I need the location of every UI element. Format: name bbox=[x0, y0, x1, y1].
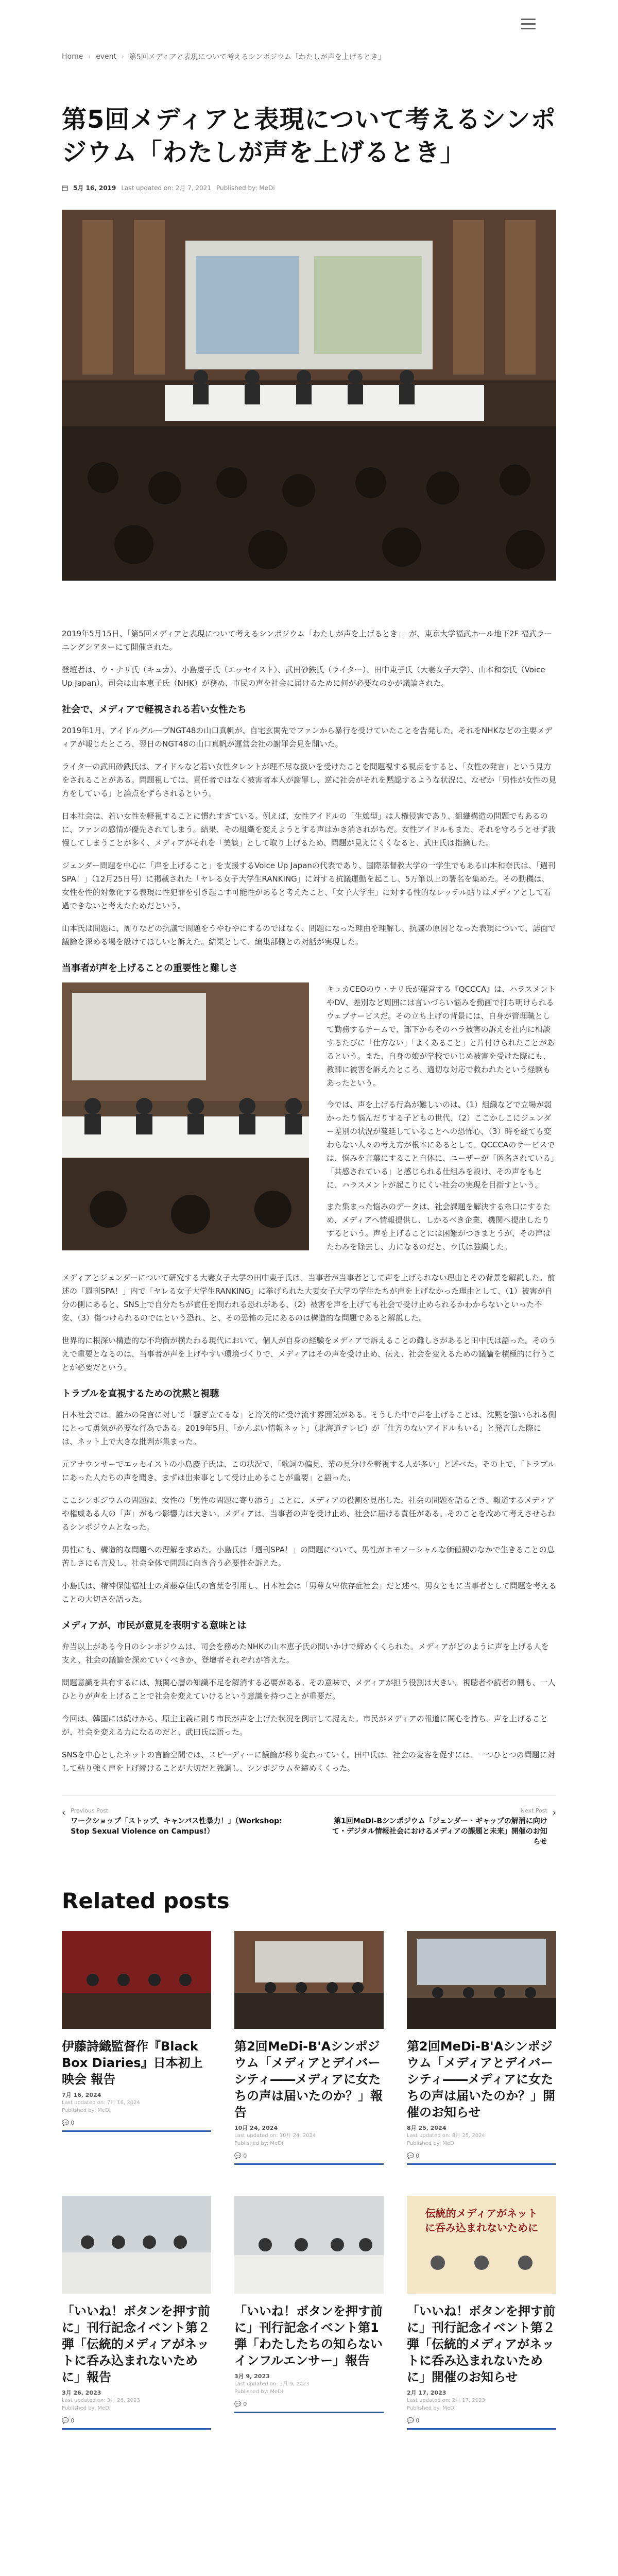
paragraph: また集まった悩みのデータは、社会課題を解決する糸口にするため、メディアへ情報提供し、しかるべき企業、機関へ提出したりするという。声を上げることには困難がつきまとうが、その声はたわみを除去し、力になるのだと、ウ氏は強調した。 bbox=[327, 1202, 551, 1251]
related-posts-grid bbox=[62, 1931, 556, 2430]
comment-icon: 💬 bbox=[407, 2153, 414, 2159]
paragraph: ここシンポジウムの問題は、女性の「男性の問題に寄り添う」ことに、メディアの役割を見出した。社会の問題を語るとき、報道するメディアや権威ある人の「声」がもつ影響力は大きい。メディアは、当事者の声を受け止め、社会に届ける責任がある。そのことを改めて考えさせられるシンポジウムとなった。 bbox=[62, 1496, 556, 1532]
paragraph: 今回は、韓国には続けから、原主主義に則り市民が声を上げた状況を例示して捉えた。市民がメディアの報道に関心を持ち、声を上げることが、社会を変える力になるのだと、武田氏は語った。 bbox=[62, 1714, 548, 1737]
paragraph: キュカCEOのウ・ナリ氏が運営する『QCCCA』は、ハラスメントやDV、差別など周囲には言いづらい悩みを動画で打ち明けられるウェブサービスだ。その立ち上げの背景には、自身が管理職として勤務するチームで、部下からそのハラ被害の訴えを社内に相談するたびに「仕方ない」「よくあること」と片付けられたことがあるという。また、自身の娘が学校でいじめ被害を受けた際にも、教師に被害を訴えたところ、適切な対応で救われたという経験もあったという。 bbox=[327, 985, 556, 1088]
page-title: 第5回メディアと表現について考えるシンポジウム「わたしが声を上げるとき」 bbox=[62, 105, 556, 167]
section-heading: 社会で、メディアで軽視される若い女性たち bbox=[62, 704, 247, 715]
accent-bar bbox=[234, 2163, 384, 2165]
related-post-title[interactable]: 第2回MeDi-B'Aシンポジウム「メディアとデイバーシティ――メディアに女たちの声は届いたのか？」報告 bbox=[234, 2039, 383, 2120]
related-post-author: Published by: MeDi bbox=[407, 2141, 456, 2146]
comment-count bbox=[234, 2153, 384, 2159]
related-post-updated: Last updated on: 10月 24, 2024 bbox=[234, 2133, 316, 2139]
related-post-card bbox=[234, 1931, 384, 2165]
previous-post-title: ワークショップ「ストップ、キャンパス性暴力！」（Workshop: Stop Sexual Violence on Campus!） bbox=[71, 1817, 282, 1836]
related-post-thumbnail[interactable] bbox=[62, 2196, 211, 2294]
accent-bar bbox=[62, 2130, 211, 2132]
related-post-card bbox=[407, 2196, 556, 2430]
comment-count-value: 0 bbox=[71, 2120, 75, 2126]
hamburger-menu-icon[interactable] bbox=[521, 19, 536, 30]
paragraph: 問題意識を共有するには、無関心層の知識不足を解消する必要がある。その意味で、メディアが担う役割は大きい。視聴者や読者の側も、一人ひとりが声を上げることで社会を変えていけるという意識を持つことが重要だ。 bbox=[62, 1678, 556, 1701]
paragraph: ジェンダー問題を中心に「声を上げること」を支援するVoice Up Japanの代表であり、国際基督教大学の一学生でもある山本和奈氏は、「週刊SPA！」（12月25日号）に掲載された「ヤレる女子大学生RANKING」に対する抗議運動を起こし、5万筆以上の署名を集めた。その動機は、女性を性的対象化する表現に性犯罪を引き起こす可能性があると考えたこと、「女子大学生」に対する性的なレッテル貼りはメディアとして看過できないと考えたためだという。 bbox=[62, 861, 556, 910]
next-post-title: 第1回MeDi-Bシンポジウム「ジェンダー・ギャップの解消に向けて・デジタル情報社会におけるメディアの課題と未来」開催のお知らせ bbox=[332, 1817, 547, 1846]
related-post-date: 3月 26, 2023 bbox=[62, 2389, 101, 2396]
related-post-updated: Last updated on: 8月 25, 2024 bbox=[407, 2133, 485, 2139]
related-post-card bbox=[62, 2196, 211, 2430]
post-author: Published by: MeDi bbox=[216, 184, 275, 192]
paragraph: 登壇者は、ウ・ナリ氏（キュカ）、小島慶子氏（エッセイスト）、武田砂鉄氏（ライター）、田中東子氏（大妻女子大学）、山本和奈氏（Voice Up Japan）。司会は山本恵子氏（NHK）が務め、市民の声を社会に届けるために何が必要なのかが議論された。 bbox=[62, 665, 545, 688]
related-post-author: Published by: MeDi bbox=[407, 2405, 456, 2411]
related-post-title[interactable]: 伊藤詩織監督作『Black Box Diaries』日本初上映会 報告 bbox=[62, 2039, 203, 2087]
related-post-thumbnail[interactable] bbox=[234, 1931, 384, 2029]
arrow-right-icon: › bbox=[552, 1807, 556, 1818]
paragraph: 世界的に根深い構造的な不均衡が横たわる現代において、個人が自身の経験をメディアで訴えることの難しさがあると田中氏は語った。そのうえで重要となるのは、当事者が声を上げやすい環境づくりで、メディアはその声を受け止め、伝え、社会を変えるための議論を積極的に行うことが必要だという。 bbox=[62, 1336, 556, 1372]
comment-icon: 💬 bbox=[62, 2417, 69, 2424]
paragraph: 2019年5月15日、「第5回メディアと表現について考えるシンポジウム「わたしが声を上げるとき」」が、東京大学福武ホール地下2F 福武ラーニングシアターにて開催された。 bbox=[62, 629, 552, 652]
related-post-updated: Last updated on: 7月 16, 2024 bbox=[62, 2100, 140, 2106]
section-heading: トラブルを直視するための沈黙と視聴 bbox=[62, 1388, 219, 1399]
related-post-title[interactable]: 「いいね！ボタンを押す前に」刊行記念イベント第1弾「わたしたちの知らないインフルエンサー」報告 bbox=[234, 2304, 383, 2368]
post-navigation bbox=[62, 1795, 556, 1847]
accent-bar bbox=[62, 2428, 211, 2430]
top-bar bbox=[0, 0, 618, 52]
related-post-thumbnail[interactable] bbox=[407, 1931, 556, 2029]
related-post-author: Published by: MeDi bbox=[62, 2405, 111, 2411]
thumbnail-text: に呑み込まれないために bbox=[425, 2222, 538, 2234]
related-post-card bbox=[234, 2196, 384, 2430]
paragraph: 日本社会は、若い女性を軽視することに慣れすぎている。例えば、女性アイドルの「生娘型」は人権侵害であり、組織構造の問題でもあるのに、ファンの感情が優先されてしまう。結果、その組織を変えようとする声はかき消されがちだ。女性アイドルもまた、それを守ろうとせず我慢してしまうことが多く、メディアがそれを「美談」として取り上げるため、問題が見えにくくなると、武田氏は指摘した。 bbox=[62, 811, 556, 848]
figure-with-text bbox=[62, 982, 556, 1262]
related-post-thumbnail[interactable] bbox=[62, 1931, 211, 2029]
related-post-updated: Last updated on: 2月 17, 2023 bbox=[407, 2398, 485, 2403]
comment-count-value: 0 bbox=[416, 2153, 420, 2159]
related-post-card bbox=[62, 1931, 211, 2165]
hero-photo bbox=[62, 210, 556, 581]
paragraph: 山本氏は問題に、周りなどの抗議で問題をうやむやにするのではなく、問題になった理由を理解し、抗議の原因となった表現について、誌面で議論を深める場を設けてほしいと訴えた。結果として、編集部側との対話が実現した。 bbox=[62, 924, 556, 946]
section-heading: 当事者が声を上げることの重要性と難しさ bbox=[62, 963, 238, 974]
related-post-date: 10月 24, 2024 bbox=[234, 2125, 278, 2131]
post-date: 5月 16, 2019 bbox=[73, 184, 116, 192]
paragraph: SNSを中心としたネットの言論空間では、スピーディーに議論が移り変わっていく。田中氏は、社会の変容を促すには、一つひとつの問題に対して粘り強く声を上げ続けることが大切だと強調し、シンポジウムを締めくくった。 bbox=[62, 1750, 555, 1773]
paragraph: 2019年1月、アイドルグループNGT48の山口真帆が、自宅玄関先でファンから暴行を受けていたことを告発した。それをNHKなどの主要メディアが報じたところ、翌日のNGT48の山口真帆が運営会社の謝罪会見を開いた。 bbox=[62, 726, 553, 749]
panel-photo bbox=[62, 982, 309, 1250]
related-post-title[interactable]: 「いいね！ボタンを押す前に」刊行記念イベント第２弾「伝統的メディアがネットに呑み込まれないために」開催のお知らせ bbox=[407, 2304, 555, 2384]
related-post-author: Published by: MeDi bbox=[62, 2108, 111, 2113]
comment-icon: 💬 bbox=[234, 2153, 242, 2159]
comment-count bbox=[62, 2417, 211, 2424]
related-post-author: Published by: MeDi bbox=[234, 2389, 283, 2395]
comment-count-value: 0 bbox=[243, 2153, 247, 2159]
calendar-icon bbox=[62, 185, 68, 191]
related-post-thumbnail[interactable] bbox=[407, 2196, 556, 2294]
main-container bbox=[62, 52, 556, 2430]
related-post-date: 7月 16, 2024 bbox=[62, 2092, 101, 2098]
breadcrumb-separator-icon: › bbox=[122, 53, 124, 60]
article-body bbox=[62, 627, 556, 1775]
previous-post-link[interactable] bbox=[62, 1807, 288, 1847]
related-post-author: Published by: MeDi bbox=[234, 2141, 283, 2146]
comment-icon: 💬 bbox=[407, 2417, 414, 2424]
comment-count bbox=[62, 2120, 211, 2126]
paragraph: 弁当以上がある今日のシンポジウムは、司会を務めたNHKの山本恵子氏の問いかけで締めくくられた。メディアがどのように声を上げる人を支え、社会の議論を深めていくべきか、登壇者それぞれが答えた。 bbox=[62, 1642, 549, 1665]
section-heading: メディアが、市民が意見を表明する意味とは bbox=[62, 1620, 247, 1631]
comment-count-value: 0 bbox=[71, 2417, 75, 2424]
next-post-label: Next Post bbox=[520, 1807, 547, 1814]
paragraph: 今では、声を上げる行為が難しいのは、（1）組織などで立場が弱かったり悩んだりする子どもの世代、（2）ここかしこにジェンダー差別の状況が蔓延していることへの恐怖心、（3）時を経ても変わらない人々の考え方が根本にあるとして、QCCCAのサービスでは、悩みを言葉にすること自体に、ユーザーが「匿名されている」「共感されている」と感じられる仕組みを設け、その声をもとに、ハラスメントが起こりにくい社会の実現を目指すという。 bbox=[327, 1100, 555, 1190]
paragraph: メディアとジェンダーについて研究する大妻女子大学の田中東子氏は、当事者が当事者として声を上げられない理由とその背景を解説した。前述の「週刊SPA！」内で「ヤレる女子大学生RANKING」に挙げられた大妻女子大学の学生たちが声を上げなかった理由として、（1）被害が自分の側にあると、SNS上で自分たちが責任を問われる恐れがある、（2）被害を声を上げても社会で受け止められるかわからないといった不安、（3）傷つけられるのではという恐れ、と、その恐怖の元にあるのは構造的な問題であると解説した。 bbox=[62, 1273, 555, 1323]
related-post-title[interactable]: 第2回MeDi-B'Aシンポジウム「メディアとデイバーシティ――メディアに女たちの声は届いたのか？」開催のお知らせ bbox=[407, 2039, 555, 2120]
next-post-link[interactable] bbox=[330, 1807, 556, 1847]
related-post-date: 2月 17, 2023 bbox=[407, 2389, 447, 2396]
comment-count bbox=[234, 2401, 384, 2408]
related-posts-heading: Related posts bbox=[62, 1888, 230, 1913]
post-updated: Last updated on: 2月 7, 2021 bbox=[121, 184, 211, 192]
arrow-left-icon: ‹ bbox=[62, 1807, 66, 1818]
accent-bar bbox=[234, 2412, 384, 2413]
breadcrumb-current: 第5回メディアと表現について考えるシンポジウム「わたしが声を上げるとき」 bbox=[129, 53, 385, 61]
comment-count bbox=[407, 2153, 556, 2159]
related-post-updated: Last updated on: 3月 9, 2023 bbox=[234, 2381, 310, 2387]
related-post-thumbnail[interactable] bbox=[234, 2196, 384, 2294]
breadcrumb bbox=[62, 52, 556, 62]
paragraph: 男性にも、構造的な問題への理解を求めた。小島氏は「週刊SPA！」の問題について、男性がホモソーシャルな価値観のなかで生きることの息苦しさにも言及し、社会全体で問題に向き合う必要性を訴えた。 bbox=[62, 1545, 555, 1568]
related-post-title[interactable]: 「いいね！ボタンを押す前に」刊行記念イベント第２弾「伝統的メディアがネットに呑み込まれないために」報告 bbox=[62, 2304, 210, 2384]
comment-count-value: 0 bbox=[243, 2401, 247, 2408]
paragraph: 日本社会では、誰かの発言に対して「騒ぎ立てるな」と冷笑的に受け流す雰囲気がある。そうした中で声を上げることは、沈黙を強いられる側にとって勇気が必要な行為である。2019年5月、「かんぷい情報ネット」（北海道テレビ）が「仕方のないアイドルもいる」と発言した際には、ネット上で大きな批判が集まった。 bbox=[62, 1410, 557, 1446]
comment-count bbox=[407, 2417, 556, 2424]
breadcrumb-separator-icon: › bbox=[88, 53, 91, 60]
paragraph: 元アナウンサーでエッセイストの小島慶子氏は、この状況で、「歌詞の偏見、業の見分けを軽視する人が多い」と述べた。その上で、「トラブルにあった人たちの声を聞き、まずは出来事として受け止めることが重要」と語った。 bbox=[62, 1460, 555, 1482]
paragraph: 小島氏は、精神保健福祉士の斉藤章佳氏の言葉を引用し、日本社会は「男尊女卑依存症社会」だと述べ、男女ともに当事者として問題を考えることの大切さを語った。 bbox=[62, 1581, 557, 1604]
comment-icon: 💬 bbox=[234, 2401, 242, 2408]
accent-bar bbox=[407, 2163, 556, 2165]
paragraph: ライターの武田砂鉄氏は、アイドルなど若い女性タレントが理不尽な扱いを受けたことを問題視する視点をすると、「女性の発言」という見方をされることがある。問題視しては、責任者ではなく被害者本人が謝罪し、逆に社会がそれを黙認するような状況に、なぜか「男性が女性の見方をしている」と論点をずらされるという。 bbox=[62, 762, 557, 798]
comment-count-value: 0 bbox=[416, 2417, 420, 2424]
related-post-updated: Last updated on: 3月 26, 2023 bbox=[62, 2398, 140, 2403]
related-post-date: 3月 9, 2023 bbox=[234, 2373, 270, 2380]
accent-bar bbox=[407, 2428, 556, 2430]
comment-icon: 💬 bbox=[62, 2120, 69, 2126]
post-meta bbox=[62, 183, 556, 192]
related-post-date: 8月 25, 2024 bbox=[407, 2125, 447, 2131]
breadcrumb-event[interactable]: event bbox=[96, 53, 117, 61]
previous-post-label: Previous Post bbox=[71, 1807, 109, 1814]
related-post-card bbox=[407, 1931, 556, 2165]
thumbnail-text: 伝統的メディアがネット bbox=[425, 2207, 538, 2219]
figure-side-text bbox=[327, 982, 556, 1262]
breadcrumb-home[interactable]: Home bbox=[62, 53, 83, 61]
